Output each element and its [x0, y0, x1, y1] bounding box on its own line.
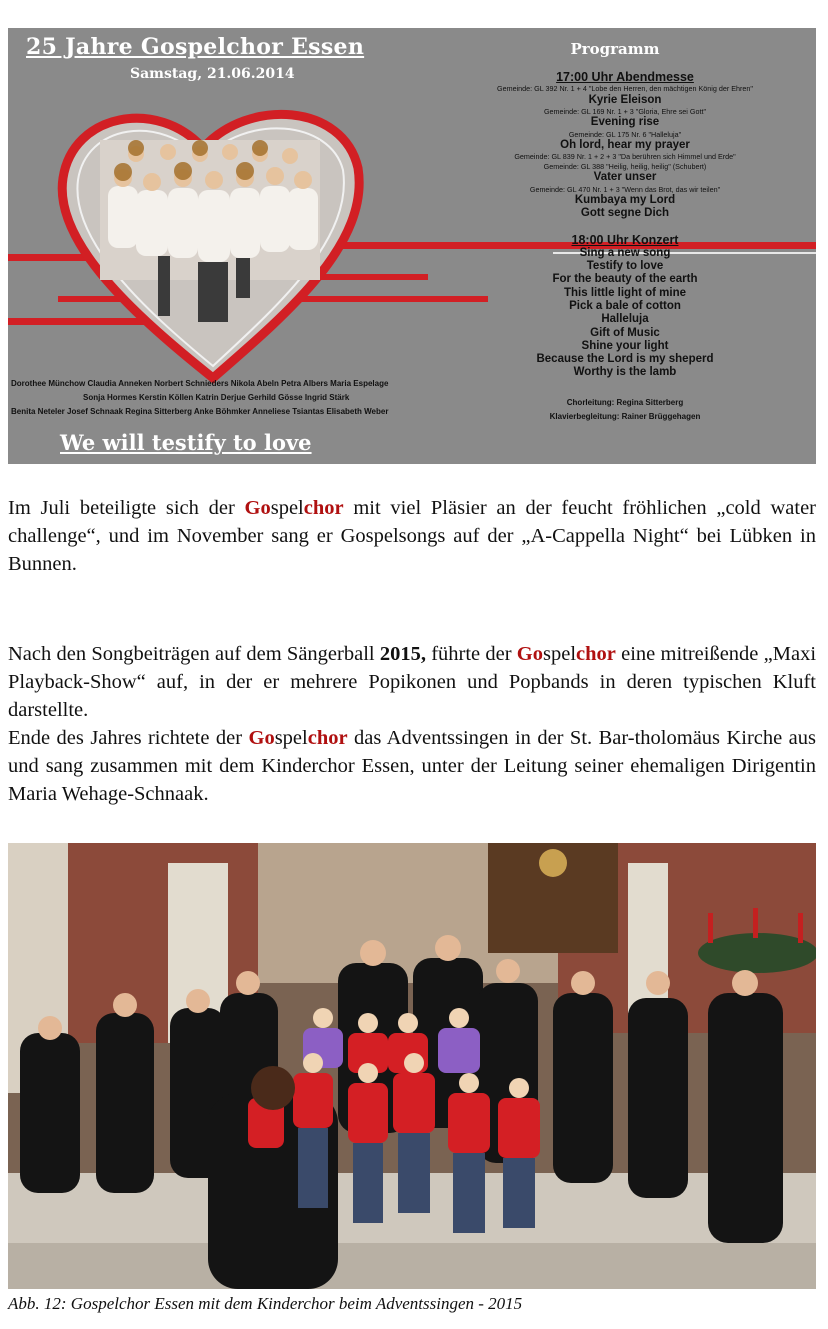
concert-song-title: Testify to love	[586, 260, 664, 273]
hymn-note: Gemeinde: GL 392 Nr. 1 + 4 "Lobe den Herren, den mächtigen König der Ehren"	[497, 84, 753, 93]
choir-name-spel: spel	[270, 497, 304, 519]
mass-heading: 17:00 Uhr Abendmesse	[556, 70, 694, 84]
choir-name-go: Go	[244, 497, 271, 519]
text-run: eine mitreißende „Maxi Playback-Show“ auf, in der er mehrere Popikonen und Popbands in deren typischen Kluft darstellte.	[8, 643, 817, 721]
hymn-note: Gemeinde: GL 175 Nr. 6 "Halleluja"	[568, 129, 682, 139]
choir-name-spel: spel	[274, 727, 308, 749]
text-run: mit viel Pläsier an der feucht fröhlichen „cold water challenge“, und im November sang er Gospelsongs auf der „A-Cappella Night“ bei Lübken in Bunnen.	[8, 497, 816, 575]
concert-song-title: Halleluja	[601, 313, 649, 326]
text-run: das Adventssingen in der St. Bar-tholomäus Kirche aus und sang zusammen mit dem Kinderchor Essen, unter der Leitung seiner ehemaligen Dirigentin Maria Wehage-Schnaak.	[8, 727, 816, 805]
hymn-note: Gemeinde: GL 839 Nr. 1 + 2 + 3 "Da berühren sich Himmel und Erde"	[514, 152, 736, 162]
mass-song-title: Gott segne Dich	[580, 207, 670, 220]
advent-singing-photo	[8, 843, 816, 1289]
poster-title: 25 Jahre Gospelchor Essen	[26, 34, 365, 60]
member-names-row: Benita Neteler Josef Schnaak Regina Sitterberg Anke Böhmker Anneliese Tsiantas Elisabeth Weber	[11, 407, 389, 416]
concert-song-title: This little light of mine	[563, 286, 687, 299]
church-scene	[8, 843, 816, 1289]
text-run: Nach den Songbeiträgen auf dem Sängerball	[8, 643, 380, 665]
concert-song-title: Shine your light	[581, 339, 669, 352]
text-run: führte der	[425, 643, 517, 665]
credit-line: Chorleitung: Regina Sitterberg	[566, 397, 684, 407]
program-heading: Programm	[570, 40, 660, 58]
concert-song-title: Because the Lord is my sheperd	[536, 353, 714, 366]
paragraph-2015	[8, 640, 816, 808]
mass-items	[438, 84, 812, 221]
mass-song-title: Evening rise	[590, 116, 660, 129]
choir-name-spel: spel	[543, 643, 577, 665]
mass-song-title: Kyrie Eleison	[588, 93, 662, 106]
program-list	[438, 36, 812, 424]
member-names	[11, 377, 421, 419]
anniversary-poster	[8, 28, 816, 464]
choir-name-go: Go	[516, 643, 543, 665]
photo-caption: Abb. 12: Gospelchor Essen mit dem Kinderchor beim Adventssingen - 2015	[8, 1294, 523, 1313]
concert-song-title: Pick a bale of cotton	[569, 299, 681, 312]
choir-name-chor: chor	[303, 497, 344, 519]
concert-heading: 18:00 Uhr Konzert	[571, 232, 679, 247]
concert-song-title: For the beauty of the earth	[552, 273, 698, 286]
choir-name-chor: chor	[307, 727, 348, 749]
hymn-note: Gemeinde: GL 388 "Heilig, heilig, heilig" (Schubert)	[543, 161, 707, 171]
year-2015: 2015,	[379, 643, 426, 665]
text-run: Im Juli beteiligte sich der	[8, 497, 245, 519]
mass-song-title: Kumbaya my Lord	[574, 194, 676, 207]
choir-name-chor: chor	[576, 643, 616, 665]
poster-slogan: We will testify to love	[60, 430, 312, 455]
mass-song-title: Oh lord, hear my prayer	[560, 139, 690, 152]
choir-name-go: Go	[248, 727, 275, 749]
concert-song-title: Worthy is the lamb	[573, 366, 677, 379]
poster-date: Samstag, 21.06.2014	[130, 66, 295, 82]
member-names-row: Dorothee Münchow Claudia Anneken Norbert Schnieders Nikola Abeln Petra Albers Maria Espelage	[11, 379, 389, 388]
concert-song-title: Sing a new song	[579, 246, 671, 259]
member-names-row: Sonja Hormes Kerstin Köllen Katrin Derjue Gerhild Gösse Ingrid Stärk	[83, 393, 350, 402]
text-run: Ende des Jahres richtete der	[8, 727, 249, 749]
paragraph-summer	[8, 494, 816, 578]
concert-items	[438, 247, 812, 380]
hymn-note: Gemeinde: GL 470 Nr. 1 + 3 "Wenn das Brot, das wir teilen"	[529, 184, 721, 194]
credits	[438, 396, 812, 424]
hymn-note: Gemeinde: GL 169 Nr. 1 + 3 "Gloria, Ehre sei Gott"	[543, 106, 707, 116]
mass-song-title: Vater unser	[593, 171, 657, 184]
credit-line: Klavierbegleitung: Rainer Brüggehagen	[549, 411, 701, 421]
concert-song-title: Gift of Music	[590, 326, 660, 339]
